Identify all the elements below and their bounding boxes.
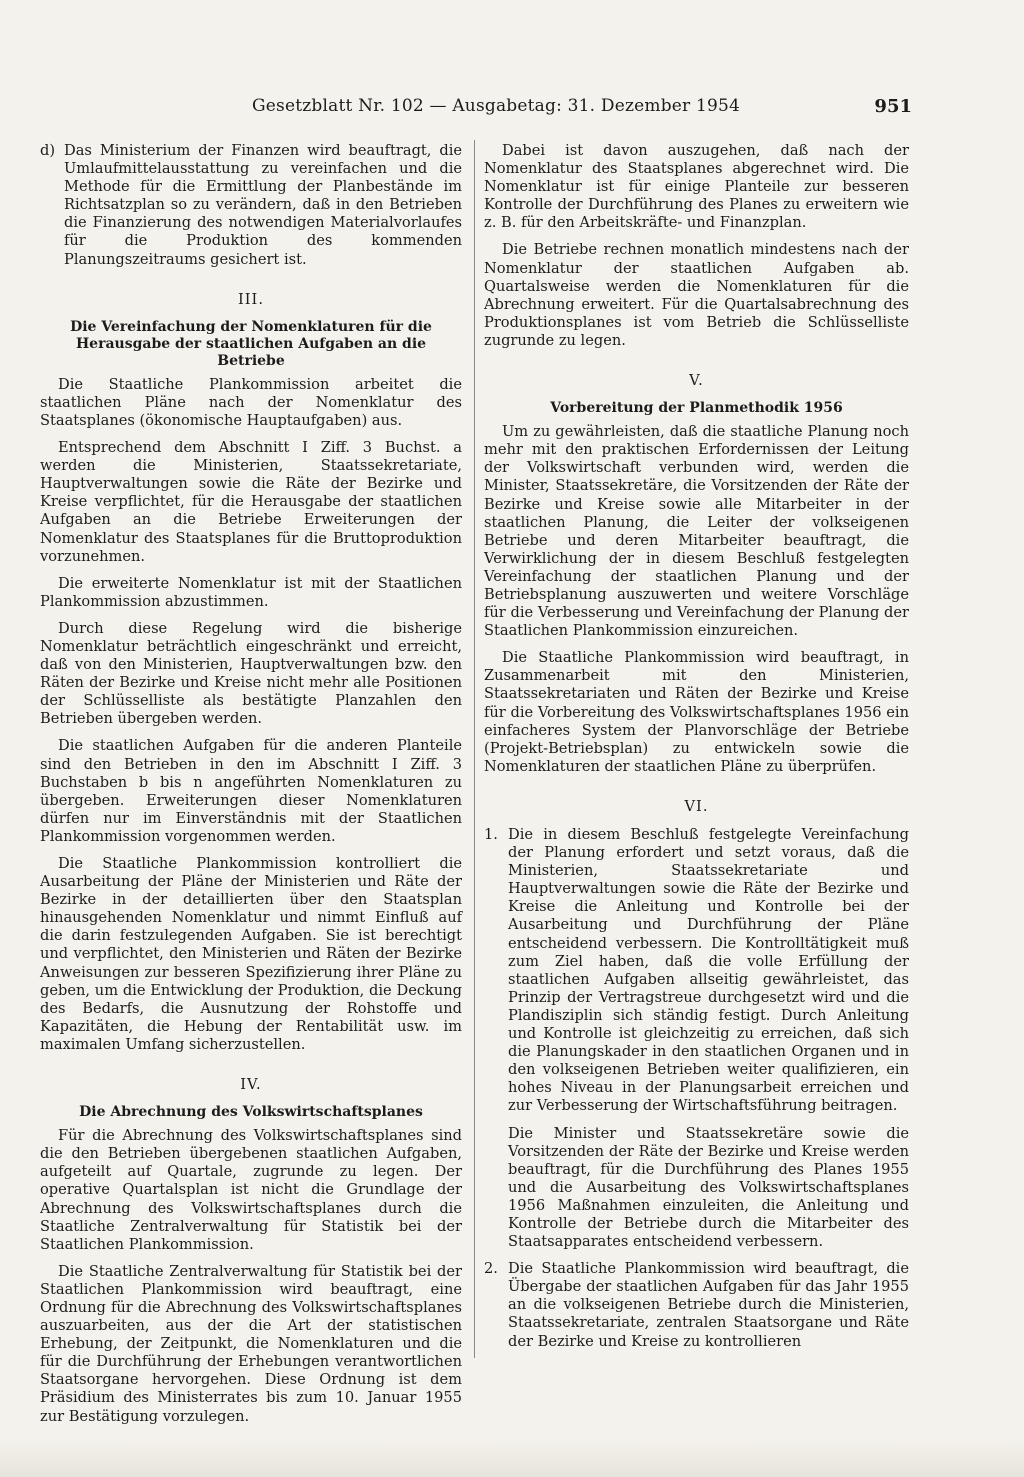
page-bottom-edge: [0, 1440, 1024, 1477]
paragraph: Entsprechend dem Abschnitt I Ziff. 3 Buchst. a werden die Ministerien, Staatssekretariate, Hauptverwaltungen sowie die Räte der Bezirke und Kreise verpflichtet, für die Herausgabe der staatlichen Aufgaben an die Betriebe Erweiterungen der Nomenklatur des Staatsplanes für die Bruttoproduktion vorzunehmen.: [40, 439, 462, 565]
section-title-iv: Die Abrechnung des Volkswirtschaftsplanes: [79, 1104, 423, 1121]
list-text: Die Staatliche Plankommission wird beauftragt, die Übergabe der staatlichen Aufgaben für das Jahr 1955 an die volkseigenen Betriebe durch die Ministerien, Staatssekretariate, zentralen Staatsorgane und Räte der Bezirke und Kreise zu kontrollieren: [508, 1260, 909, 1350]
list-label: 2.: [484, 1260, 498, 1278]
paragraph: Dabei ist davon auszugehen, daß nach der Nomenklatur des Staatsplanes abgerechnet wird. Die Nomenklatur ist für einige Planteile zur besseren Kontrolle der Durchführung des Planes zu erweitern wie z. B. für den Arbeitskräfte- und Finanzplan.: [484, 142, 909, 232]
section-title-v: Vorbereitung der Planmethodik 1956: [550, 400, 843, 417]
section-number-iv: IV.: [240, 1076, 262, 1094]
section-number-vi: VI.: [684, 797, 709, 815]
left-column: [40, 142, 462, 1435]
paragraph: Die Betriebe rechnen monatlich mindestens nach der Nomenklatur der staatlichen Aufgaben ab. Quartalsweise werden die Nomenklaturen für die Abrechnung erweitert. Für die Quartalsabrechnung des Produktionsplanes ist vom Betrieb die Schlüsselliste zugrunde zu legen.: [484, 241, 909, 349]
list-label: 1.: [484, 826, 498, 843]
page-header: [40, 96, 912, 126]
paragraph: Die staatlichen Aufgaben für die anderen Planteile sind den Betrieben in den im Abschnitt I Ziff. 3 Buchstaben b bis n angeführten Nomenklaturen zu übergeben. Erweiterungen dieser Nomenklaturen dürfen nur im Einverständnis mit der Staatlichen Plankommission vorgenommen werden.: [40, 737, 462, 845]
paragraph: Um zu gewährleisten, daß die staatliche Planung noch mehr mit den praktischen Erfordernissen der Leitung der Volkswirtschaft verbunden wird, werden die Minister, Staatssekretäre, die Vorsitzenden der Räte der Bezirke und Kreise sowie alle Mitarbeiter in der staatlichen Planung, die Leiter der volkseigenen Betriebe und deren Mitarbeiter beauftragt, die Verwirklichung der in diesem Beschluß festgelegten Vereinfachung der staatlichen Planung und der Betriebsplanung auszuwerten und weitere Vorschläge für die Verbesserung und Vereinfachung der Planung der Staatlichen Plankommission einzureichen.: [484, 423, 909, 640]
list-item-1: [484, 826, 909, 1116]
list-text: Die in diesem Beschluß festgelegte Vereinfachung der Planung erfordert und setzt voraus, daß die Ministerien, Staatssekretariate und Hauptverwaltungen sowie die Räte der Bezirke und Kreise die Anleitung und Kontrolle bei der Ausarbeitung und Durchführung der Pläne entscheidend verbessern. Die Kontrolltätigkeit muß zum Ziel haben, daß die volle Erfüllung der staatlichen Aufgaben allseitig gewährleistet, das Prinzip der Vertragstreue durchgesetzt wird und die Plandisziplin sich ständig festigt. Durch Anleitung und Kontrolle ist gleichzeitig zu erreichen, daß sich die Planungskader in den staatlichen Organen und in den volkseigenen Betrieben weiter qualifizieren, ein hohes Niveau in der Planungsarbeit erreichen und zur Verbesserung der Wirtschaftsführung beitragen.: [508, 826, 909, 1115]
section-number-v: V.: [689, 372, 704, 390]
running-head: Gesetzblatt Nr. 102 — Ausgabetag: 31. Dezember 1954: [252, 96, 741, 116]
paragraph: Die Staatliche Plankommission wird beauftragt, in Zusammenarbeit mit den Ministerien, Staatssekretariaten und Räten der Bezirke und Kreise für die Vorbereitung des Volkswirtschaftsplanes 1956 ein einfacheres System der Planvorschläge der Betriebe (Projekt-Betriebsplan) zu entwickeln sowie die Nomenklaturen der staatlichen Pläne zu überprüfen.: [484, 649, 909, 775]
section-title-iii: Die Vereinfachung der Nomenklaturen für die Herausgabe der staatlichen Aufgaben an die Betriebe: [70, 318, 432, 369]
list-item-d: [40, 142, 462, 269]
list-text: Das Ministerium der Finanzen wird beauftragt, die Umlaufmittelausstattung zu vereinfachen und die Methode für die Ermittlung der Planbestände im Richtsatzplan so zu verändern, daß in den Betrieben die Finanzierung des notwendigen Materialvorlaufes für die Produktion des kommenden Planungszeitraums gesichert ist.: [64, 142, 462, 268]
right-column: [484, 142, 909, 1360]
list-item-2: [484, 1260, 909, 1350]
page-number: 951: [874, 96, 912, 117]
column-divider: [474, 140, 475, 1358]
paragraph: Die erweiterte Nomenklatur ist mit der Staatlichen Plankommission abzustimmen.: [40, 574, 462, 610]
list-label: d): [40, 142, 56, 159]
paragraph: Durch diese Regelung wird die bisherige Nomenklatur beträchtlich eingeschränkt und erreicht, daß von den Ministerien, Hauptverwaltungen bzw. den Räten der Bezirke und Kreise nicht mehr alle Positionen der Schlüsselliste als bestätigte Planzahlen den Betrieben übergeben werden.: [40, 619, 462, 728]
section-number-iii: III.: [238, 290, 264, 308]
paragraph: Für die Abrechnung des Volkswirtschaftsplanes sind die den Betrieben übergebenen staatlichen Aufgaben, aufgeteilt auf Quartale, zugrunde zu legen. Der operative Quartalsplan ist nicht die Grundlage der Abrechnung des Volkswirtschaftsplanes durch die Staatliche Zentralverwaltung für Statistik bei der Staatlichen Plankommission.: [40, 1127, 462, 1253]
paragraph: Die Staatliche Plankommission kontrolliert die Ausarbeitung der Pläne der Ministerien und Räte der Bezirke in der detaillierten über den Staatsplan hinausgehenden Nomenklatur und nimmt Einfluß auf die darin festzulegenden Aufgaben. Sie ist berechtigt und verpflichtet, den Ministerien und Räten der Bezirke Anweisungen zur besseren Spezifizierung ihrer Pläne zu geben, um die Entwicklung der Produktion, die Deckung des Bedarfs, die Ausnutzung der Rohstoffe und Kapazitäten, die Hebung der Rentabilität usw. im maximalen Umfang sicherzustellen.: [40, 855, 462, 1053]
paragraph: Die Minister und Staatssekretäre sowie die Vorsitzenden der Räte der Bezirke und Kreise werden beauftragt, für die Durchführung des Planes 1955 und die Ausarbeitung des Volkswirtschaftsplanes 1956 Maßnahmen einzuleiten, die Anleitung und Kontrolle der Betriebe durch die Mitarbeiter des Staatsapparates entscheidend verbessern.: [508, 1124, 909, 1251]
paragraph: Die Staatliche Zentralverwaltung für Statistik bei der Staatlichen Plankommission wird beauftragt, eine Ordnung für die Abrechnung des Volkswirtschaftsplanes auszuarbeiten, aus der die Art der statistischen Erhebung, der Zeitpunkt, die Nomenklaturen und die für die Durchführung der Erhebungen verantwortlichen Staatsorgane hervorgehen. Diese Ordnung ist dem Präsidium des Ministerrates bis zum 10. Januar 1955 zur Bestätigung vorzulegen.: [40, 1262, 462, 1425]
paragraph: Die Staatliche Plankommission arbeitet die staatlichen Pläne nach der Nomenklatur des Staatsplanes (ökonomische Hauptaufgaben) aus.: [40, 375, 462, 429]
